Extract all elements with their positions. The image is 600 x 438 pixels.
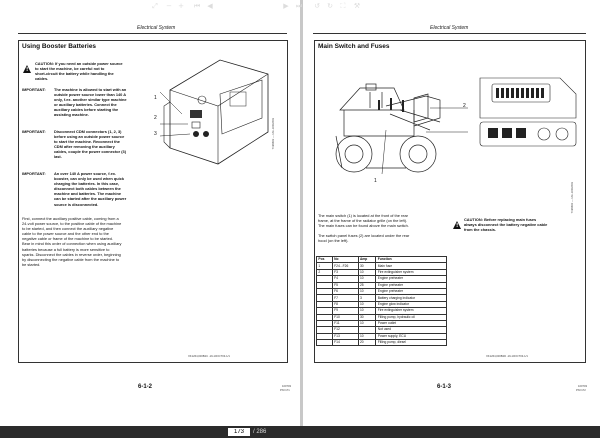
left-section-heading: Using Booster Batteries (22, 43, 97, 50)
body-line: First, connect the auxiliary positive cable, coming from a (22, 216, 119, 221)
table-cell: 25 (358, 282, 376, 288)
table-cell: 30 (358, 314, 376, 320)
table-cell: Power supply, ECU (376, 333, 447, 339)
important-line: or auxiliary batteries. Connect the (54, 102, 117, 108)
table-cell: 2 (317, 269, 333, 275)
table-cell: Filling pump, hydraulic oil (376, 314, 447, 320)
figure-callout-2: 2 (154, 115, 157, 121)
right-figure-code: T196682 — UN–18FEB03 (571, 182, 574, 214)
table-cell: 20 (358, 340, 376, 346)
table-cell: F13 (332, 333, 358, 339)
body-line: 24-volt power source, to the positive cable of the machine (22, 221, 122, 227)
body-line: hood (on the left). (318, 238, 349, 244)
next-page-icon[interactable]: ▶ (283, 2, 289, 10)
right-section-heading: Main Switch and Fuses (318, 43, 390, 50)
right-header-rule (313, 33, 586, 34)
important-block-2 (22, 129, 172, 165)
body-line: cable to the power source and the other end to the (22, 231, 109, 237)
table-cell (317, 340, 333, 346)
caution-line: CAUTION: Before replacing main fuses (464, 217, 537, 222)
table-cell: Filling pump, diesel (376, 340, 447, 346)
table-cell: 10 (358, 301, 376, 307)
body-line: The main switch (1) is located at the front of the rear (318, 213, 408, 218)
table-cell: F14 (332, 340, 358, 346)
table-cell: F8 (332, 301, 358, 307)
important-line: The machine is allowed to start with an (54, 87, 127, 92)
important-line: disconnect both cables between the (54, 186, 121, 192)
important-line: machine and batteries. The machine (54, 191, 122, 197)
table-cell: Fire extinguisher system (376, 269, 447, 275)
important-block-3 (22, 171, 172, 211)
body-line: The main fuses can be found above the main switch. (318, 223, 409, 229)
table-cell: Battery charging indicator (376, 295, 447, 301)
left-caution (35, 61, 155, 81)
table-cell: F24...F26 (332, 263, 358, 269)
table-cell: 10 (358, 269, 376, 275)
table-cell: Engine preheater (376, 282, 447, 288)
important-text (54, 87, 140, 118)
body-line: negative cable or frame of the machine to be started. (22, 236, 114, 242)
caution-line: CAUTION: If you need an outside power source (35, 61, 123, 66)
table-header: Pos (317, 257, 333, 263)
caution-line: from the chassis. (464, 227, 497, 233)
table-cell: Not used (376, 327, 447, 333)
body-line: frame, at the frame of the radiator grille (on the left). (318, 218, 408, 224)
table-cell: F11 (332, 320, 358, 326)
important-text (54, 129, 140, 160)
fullscreen-icon[interactable]: ⛶ (340, 2, 346, 10)
figure-callout-3: 3 (154, 131, 157, 137)
first-page-icon[interactable]: ⏮ (193, 2, 201, 10)
caution-line: always disconnect the battery negative cable (464, 222, 548, 228)
table-cell: 3 (358, 295, 376, 301)
page-number-input[interactable] (228, 428, 250, 436)
important-line: booster, can only be used when quick (54, 176, 125, 182)
important-line: auxiliary cables before starting the (54, 107, 119, 113)
important-line: outside power source lower than 140 A (54, 92, 127, 98)
important-line: cables, couple the power connector (3) (54, 149, 126, 155)
left-figure-code: T196683 — UN–18FEB03 (272, 118, 275, 150)
important-label: IMPORTANT: (22, 87, 46, 92)
warning-triangle-icon (453, 221, 461, 229)
last-page-icon[interactable]: ⏭ (295, 2, 303, 10)
left-body-text (22, 216, 162, 267)
table-cell: F3 (332, 269, 358, 275)
table-cell: Main fuse (376, 263, 447, 269)
right-footer-date: 100703 (578, 385, 587, 388)
left-footer-pn: PN=171 (280, 389, 290, 392)
table-cell: 10 (358, 333, 376, 339)
important-line: to start the machine. Reconnect the (54, 139, 120, 145)
zoom-in-icon[interactable]: + (178, 2, 184, 10)
left-page-number: 6-1-2 (138, 384, 153, 390)
figure-callout-1: 1 (154, 95, 157, 101)
table-cell: Engine glow indicator (376, 301, 447, 307)
table-cell: F9 (332, 308, 358, 314)
important-text (54, 171, 140, 207)
important-line: charging the batteries. In this case, (54, 181, 120, 187)
tools-icon[interactable]: ⚒ (353, 2, 361, 10)
zoom-out-icon[interactable]: − (166, 2, 172, 10)
table-header: No (332, 257, 358, 263)
important-line: assisting machine. (54, 112, 89, 118)
important-label: IMPORTANT: (22, 129, 46, 134)
table-cell: Engine preheater (376, 288, 447, 294)
important-line: source is disconnected. (54, 201, 99, 207)
important-block-1 (22, 87, 172, 123)
electrical-cabinet-figure (160, 52, 275, 172)
table-cell: 30 (358, 263, 376, 269)
right-footer-pn: PN=172 (576, 389, 586, 392)
fit-page-icon[interactable]: ⤢ (152, 2, 158, 10)
right-system-title: Electrical System (430, 25, 469, 31)
table-cell: 1 (317, 263, 333, 269)
right-figure-callout-2: 2 (463, 103, 466, 109)
warning-triangle-icon (23, 65, 31, 73)
left-footer-date: 100703 (282, 385, 291, 388)
body-line: The switch panel fuses (2) are located under the rear (318, 233, 410, 239)
forwarder-and-fuse-figure (330, 70, 590, 210)
table-row (317, 340, 447, 346)
table-header: Amp (358, 257, 376, 263)
caution-line: to start the machine, be careful not to (35, 66, 105, 72)
body-line: be started. (22, 261, 41, 267)
right-figure-callout-1: 1 (374, 178, 377, 184)
right-caution (464, 217, 584, 232)
rotate-right-icon[interactable]: ↻ (327, 2, 333, 10)
body-line: Bear in mind this order of connection when using auxiliary (22, 241, 122, 247)
prev-page-icon[interactable]: ◀ (207, 2, 213, 10)
table-cell: Power outlet (376, 320, 447, 326)
body-line: batteries because a full battery is more sensitive to (22, 246, 110, 252)
fuse-table-body (317, 263, 447, 346)
table-cell: F6 (332, 288, 358, 294)
fuse-table (316, 256, 447, 346)
table-cell: Engine preheater (376, 276, 447, 282)
important-line: can be started after the auxiliary power (54, 196, 127, 202)
table-cell: F4 (332, 276, 358, 282)
table-cell: F10 (332, 314, 358, 320)
table-header: Function (376, 257, 447, 263)
table-cell: F5 (332, 282, 358, 288)
right-figure-ref: XK1264,000B2D -19-10OCT03-1/1 (486, 355, 528, 358)
important-line: before using an outside power source (54, 134, 125, 140)
table-cell: 10 (358, 308, 376, 314)
right-page-number: 6-1-3 (437, 384, 452, 390)
right-body-text (318, 213, 448, 243)
left-system-title: Electrical System (137, 25, 176, 31)
important-line: CDM after removing the auxiliary (54, 144, 115, 150)
caution-line: cables. (35, 76, 49, 82)
important-label: IMPORTANT: (22, 171, 46, 176)
left-figure-ref: XK1264,000B2C -19-10OCT03-1/1 (188, 355, 230, 358)
table-cell: F12 (332, 327, 358, 333)
important-line: last. (54, 154, 62, 160)
table-cell: F7 (332, 295, 358, 301)
rotate-left-icon[interactable]: ↺ (314, 2, 320, 10)
table-cell: 10 (358, 276, 376, 282)
body-line: to be started, and then connect the auxiliary negative (22, 226, 114, 232)
important-line: only, f.ex. another similar type machine (54, 97, 127, 103)
important-line: An over 140 A power source, f.ex. (54, 171, 116, 176)
table-cell: 10 (358, 320, 376, 326)
body-line: by disconnecting the negative cable from the machine to (22, 256, 120, 262)
viewer-toolbar (0, 426, 600, 438)
table-cell: Fire extinguisher system (376, 308, 447, 314)
page-total-label: / 286 (253, 429, 267, 435)
important-line: Disconnect CDM connectors (1, 2, 3) (54, 129, 122, 134)
body-line: sparks. Disconnect the cables in reverse order, beginning (22, 251, 121, 257)
table-cell: 10 (358, 288, 376, 294)
left-header-rule (18, 33, 287, 34)
caution-line: short-circuit the battery while handling the (35, 71, 114, 77)
